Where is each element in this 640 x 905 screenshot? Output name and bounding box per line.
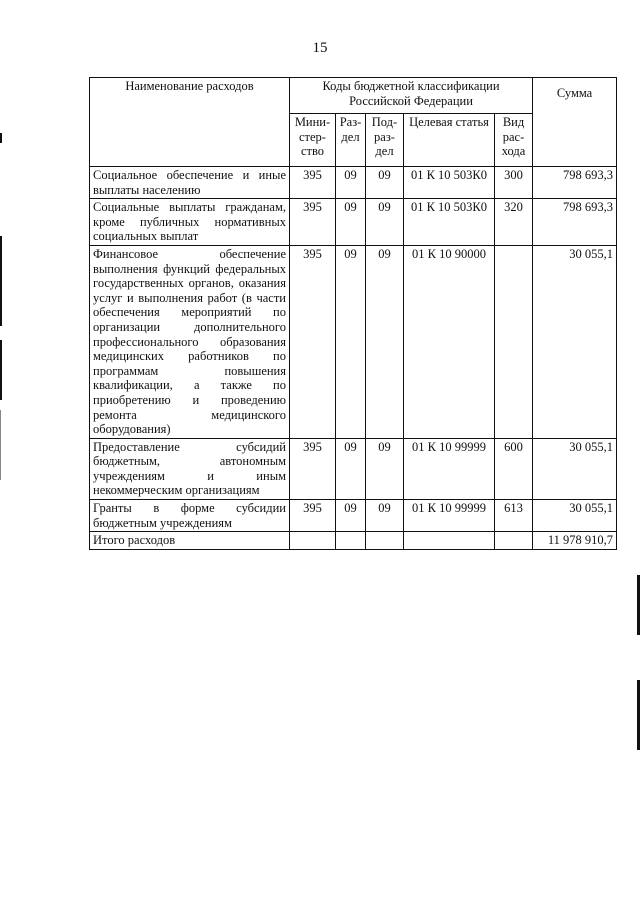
row-subsection: 09 — [366, 167, 404, 199]
total-empty-cell — [290, 532, 336, 550]
header-codes-group: Коды бюджетной классификации Российской Федерации — [290, 78, 533, 114]
row-target: 01 К 10 99999 — [404, 500, 495, 532]
page-number: 15 — [312, 40, 328, 56]
row-subsection: 09 — [366, 245, 404, 438]
row-name: Социальные выплаты гражданам, кроме публичных нормативных социальных выплат — [90, 199, 290, 246]
row-section: 09 — [336, 438, 366, 499]
row-sum: 798 693,3 — [533, 167, 617, 199]
table-body — [90, 167, 617, 550]
total-row — [90, 532, 617, 550]
scan-edge-mark — [0, 340, 2, 400]
row-ministry: 395 — [290, 167, 336, 199]
table-row — [90, 245, 617, 438]
row-section: 09 — [336, 167, 366, 199]
row-target: 01 К 10 90000 — [404, 245, 495, 438]
header-ministry: Мини-стер-ство — [290, 114, 336, 167]
header-sum: Сумма — [533, 78, 617, 167]
scan-edge-mark — [0, 236, 2, 326]
header-expense-type: Вид рас-хода — [495, 114, 533, 167]
total-empty-cell — [404, 532, 495, 550]
table-row — [90, 199, 617, 246]
row-sum: 30 055,1 — [533, 500, 617, 532]
header-subsection: Под-раз-дел — [366, 114, 404, 167]
row-target: 01 К 10 99999 — [404, 438, 495, 499]
row-sum: 798 693,3 — [533, 199, 617, 246]
total-empty-cell — [495, 532, 533, 550]
row-name: Предоставление субсидий бюджетным, автономным учреждениям и иным некоммерческим организациям — [90, 438, 290, 499]
total-empty-cell — [366, 532, 404, 550]
row-name: Социальное обеспечение и иные выплаты населению — [90, 167, 290, 199]
row-type — [495, 245, 533, 438]
header-section: Раз-дел — [336, 114, 366, 167]
row-type: 613 — [495, 500, 533, 532]
row-subsection: 09 — [366, 199, 404, 246]
row-type: 600 — [495, 438, 533, 499]
row-ministry: 395 — [290, 438, 336, 499]
row-ministry: 395 — [290, 245, 336, 438]
budget-table — [89, 77, 617, 550]
row-subsection: 09 — [366, 500, 404, 532]
row-name: Гранты в форме субсидии бюджетным учреждениям — [90, 500, 290, 532]
table-row — [90, 167, 617, 199]
row-sum: 30 055,1 — [533, 438, 617, 499]
row-section: 09 — [336, 245, 366, 438]
total-sum: 11 978 910,7 — [533, 532, 617, 550]
table-row — [90, 500, 617, 532]
row-subsection: 09 — [366, 438, 404, 499]
row-ministry: 395 — [290, 500, 336, 532]
scan-edge-mark — [0, 410, 1, 480]
table-row — [90, 438, 617, 499]
row-type: 320 — [495, 199, 533, 246]
row-type: 300 — [495, 167, 533, 199]
row-section: 09 — [336, 199, 366, 246]
row-target: 01 К 10 503К0 — [404, 167, 495, 199]
row-ministry: 395 — [290, 199, 336, 246]
row-target: 01 К 10 503К0 — [404, 199, 495, 246]
row-section: 09 — [336, 500, 366, 532]
row-name: Финансовое обеспечение выполнения функций федеральных государственных органов, оказания услуг и выполнения работ (в части обеспечения мероприятий по организации дополнительного профессионального образования медицинских работников по программам повышения квалификации, а также по приобретению и проведению ремонта медицинского оборудования) — [90, 245, 290, 438]
scan-edge-mark — [0, 133, 2, 143]
total-empty-cell — [336, 532, 366, 550]
total-label: Итого расходов — [90, 532, 290, 550]
header-name: Наименование расходов — [90, 78, 290, 167]
row-sum: 30 055,1 — [533, 245, 617, 438]
header-target-item: Целевая статья — [404, 114, 495, 167]
